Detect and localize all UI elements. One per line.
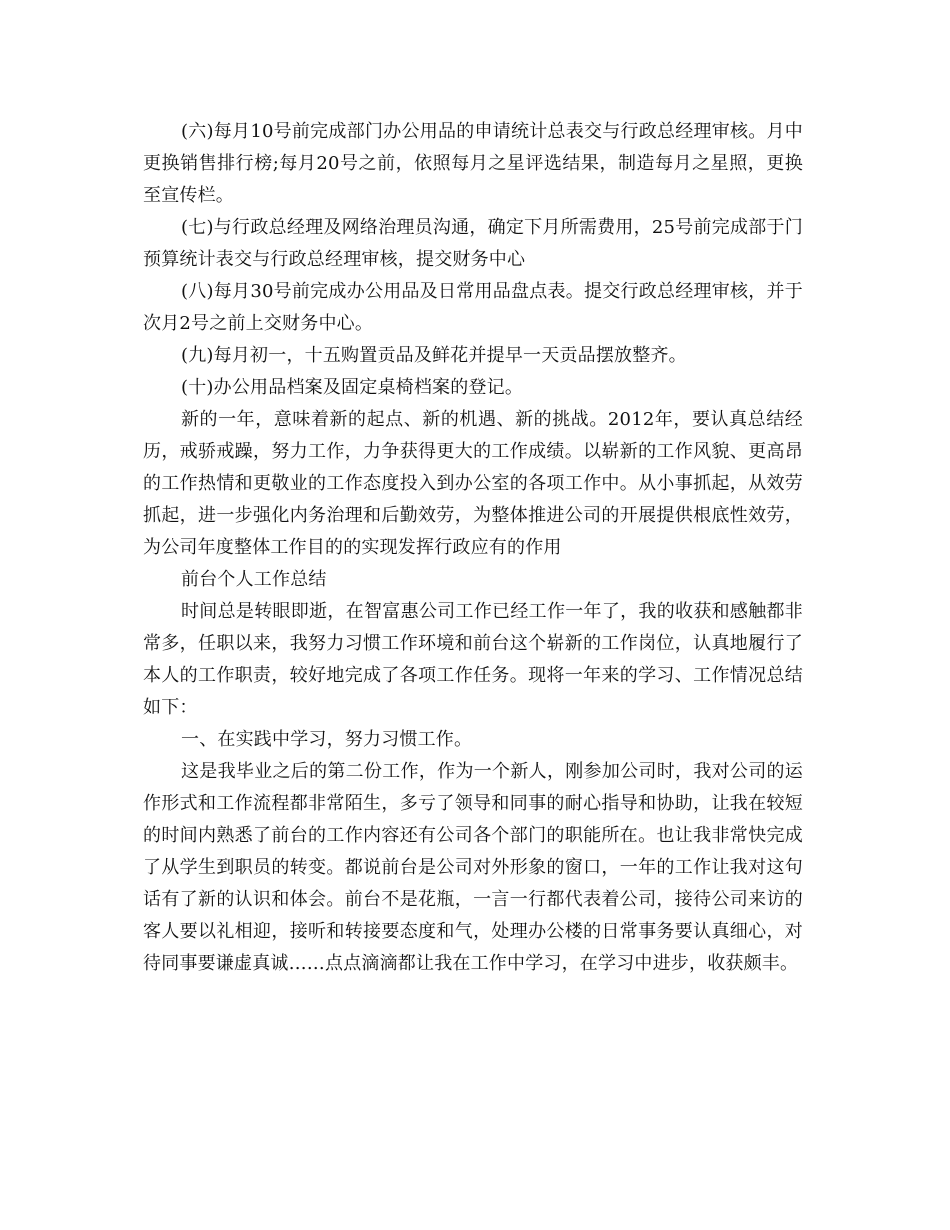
paragraph-second-job-experience: 这是我毕业之后的第二份工作，作为一个新人，刚参加公司时，我对公司的运作形式和工作流程都非常陌生，多亏了领导和同事的耐心指导和协助，让我在较短的时间内熟悉了前台的工作内容还有公司各个部门的职能所在。也让我非常快完成了从学生到职员的转变。都说前台是公司对外形象的窗口，一年的工作让我对这句话有了新的认识和体会。前台不是花瓶，一言一行都代表着公司，接待公司来访的客人要以礼相迎，接听和转接要态度和气，处理办公楼的日常事务要认真细心，对待同事要谦虚真诚……点点滴滴都让我在工作中学习，在学习中进步，收获颇丰。 [143,761,803,974]
section-title-front-desk-summary: 前台个人工作总结 [181,569,327,590]
paragraph-office-supplies-request: (六)每月10号前完成部门办公用品的申请统计总表交与行政总经理审核。月中更换销售排行榜;每月20号之前，依照每月之星评选结果，制造每月之星照，更换至宣传栏。 [143,121,803,206]
paragraph-inventory-report: (八)每月30号前完成办公用品及日常用品盘点表。提交行政总经理审核，并于次月2号之前上交财务中心。 [143,281,803,334]
paragraph-budget-communication: (七)与行政总经理及网络治理员沟通，确定下月所需费用，25号前完成部于门预算统计表交与行政总经理审核，提交财务中心 [143,217,803,270]
paragraph-summary-intro: 时间总是转眼即逝，在智富惠公司工作已经工作一年了，我的收获和感触都非常多，任职以来，我努力习惯工作环境和前台这个崭新的工作岗位，认真地履行了本人的工作职责，较好地完成了各项工作任务。现将一年来的学习、工作情况总结如下： [143,601,803,718]
paragraph-new-year-plan: 新的一年，意味着新的起点、新的机遇、新的挑战。2012年，要认真总结经历，戒骄戒躁，努力工作，力争获得更大的工作成绩。以崭新的工作风貌、更高昂的工作热情和更敬业的工作态度投入到办公室的各项工作中。从小事抓起，从效劳抓起，进一步强化内务治理和后勤效劳，为整体推进公司的开展提供根底性效劳，为公司年度整体工作目的的实现发挥行政应有的作用 [143,409,803,558]
document-body [143,116,803,980]
paragraph-archive-registration: (十)办公用品档案及固定桌椅档案的登记。 [181,377,524,398]
paragraph-offerings-flowers: (九)每月初一，十五购置贡品及鲜花并提早一天贡品摆放整齐。 [181,345,687,366]
subsection-title-learning-in-practice: 一、在实践中学习，努力习惯工作。 [181,729,473,750]
